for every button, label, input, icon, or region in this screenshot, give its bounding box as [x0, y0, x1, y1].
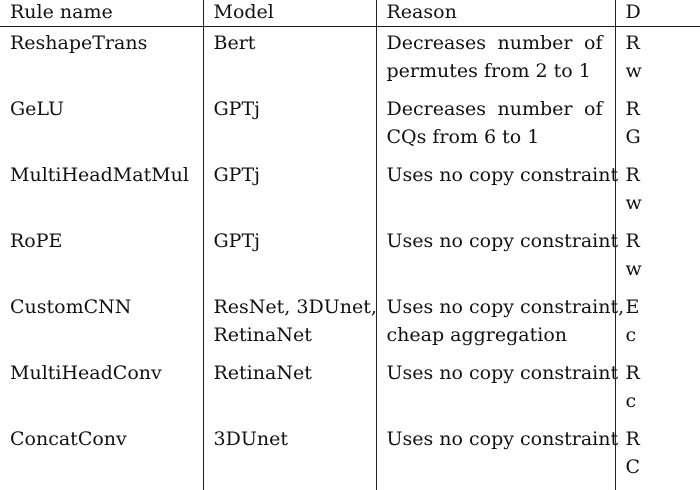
rule-name-text: MultiHeadConv	[10, 359, 203, 387]
cell-description	[615, 358, 700, 424]
reason-word: number	[498, 29, 573, 57]
model-line-2: RetinaNet	[214, 321, 376, 349]
model-text: RetinaNet	[214, 359, 376, 387]
description-line-2: c	[626, 321, 700, 349]
table-row	[0, 358, 700, 424]
cell-description	[615, 292, 700, 358]
cell-rule-name	[0, 226, 203, 292]
cell-model	[203, 358, 376, 424]
model-text: Bert	[214, 29, 376, 57]
cell-model	[203, 160, 376, 226]
description-line-1: R	[626, 95, 700, 123]
model-text: GPTj	[214, 95, 376, 123]
description-line-1: R	[626, 425, 700, 453]
reason-line-1: Uses no copy constraint	[387, 359, 615, 387]
reason-line-1: Uses no copy constraint	[387, 227, 615, 255]
header-reason: Reason	[376, 0, 615, 27]
description-line-2: w	[626, 57, 700, 85]
cell-reason	[376, 358, 615, 424]
description-line-1: R	[626, 161, 700, 189]
reason-line-1	[387, 95, 615, 123]
cell-reason	[376, 424, 615, 490]
cell-rule-name	[0, 94, 203, 160]
cell-rule-name	[0, 27, 203, 95]
description-line-2: w	[626, 189, 700, 217]
table-row	[0, 27, 700, 95]
description-line-2: C	[626, 453, 700, 481]
cell-model	[203, 226, 376, 292]
rule-name-text: ConcatConv	[10, 425, 203, 453]
cell-model	[203, 27, 376, 95]
cell-model	[203, 292, 376, 358]
table-row	[0, 160, 700, 226]
cell-reason	[376, 226, 615, 292]
reason-word: of	[584, 29, 602, 57]
table-row	[0, 424, 700, 490]
table-header-row	[0, 0, 700, 27]
reason-line-1: Uses no copy constraint,	[387, 293, 615, 321]
reason-word: number	[498, 95, 573, 123]
header-rule-name: Rule name	[0, 0, 203, 27]
reason-line-1: Uses no copy constraint	[387, 425, 615, 453]
cell-rule-name	[0, 424, 203, 490]
reason-word: Decreases	[387, 29, 487, 57]
rule-name-text: MultiHeadMatMul	[10, 161, 203, 189]
reason-line-2: permutes from 2 to 1	[387, 57, 615, 85]
cell-description	[615, 160, 700, 226]
description-line-1: R	[626, 29, 700, 57]
description-line-1: R	[626, 359, 700, 387]
cell-reason	[376, 27, 615, 95]
reason-line-2: cheap aggregation	[387, 321, 615, 349]
description-line-2: G	[626, 123, 700, 151]
cell-reason	[376, 94, 615, 160]
rule-name-text: GeLU	[10, 95, 203, 123]
table-row	[0, 226, 700, 292]
table-row	[0, 94, 700, 160]
rule-name-text: CustomCNN	[10, 293, 203, 321]
table-row	[0, 292, 700, 358]
model-text: 3DUnet	[214, 425, 376, 453]
description-line-2: w	[626, 255, 700, 283]
cell-description	[615, 94, 700, 160]
reason-line-1: Uses no copy constraint	[387, 161, 615, 189]
cell-reason	[376, 292, 615, 358]
cell-model	[203, 94, 376, 160]
model-text: GPTj	[214, 227, 376, 255]
reason-line-2: CQs from 6 to 1	[387, 123, 615, 151]
reason-word: of	[584, 95, 602, 123]
cell-reason	[376, 160, 615, 226]
reason-line-1	[387, 29, 615, 57]
description-line-1: E	[626, 293, 700, 321]
description-line-2: c	[626, 387, 700, 415]
reason-word: Decreases	[387, 95, 487, 123]
cell-description	[615, 27, 700, 95]
cell-description	[615, 424, 700, 490]
model-text: GPTj	[214, 161, 376, 189]
header-description: D	[615, 0, 700, 27]
cell-rule-name	[0, 160, 203, 226]
cell-rule-name	[0, 292, 203, 358]
rule-name-text: RoPE	[10, 227, 203, 255]
model-line-1: ResNet, 3DUnet,	[214, 293, 376, 321]
header-model: Model	[203, 0, 376, 27]
description-line-1: R	[626, 227, 700, 255]
cell-description	[615, 226, 700, 292]
cell-model	[203, 424, 376, 490]
rule-name-text: ReshapeTrans	[10, 29, 203, 57]
cell-rule-name	[0, 358, 203, 424]
